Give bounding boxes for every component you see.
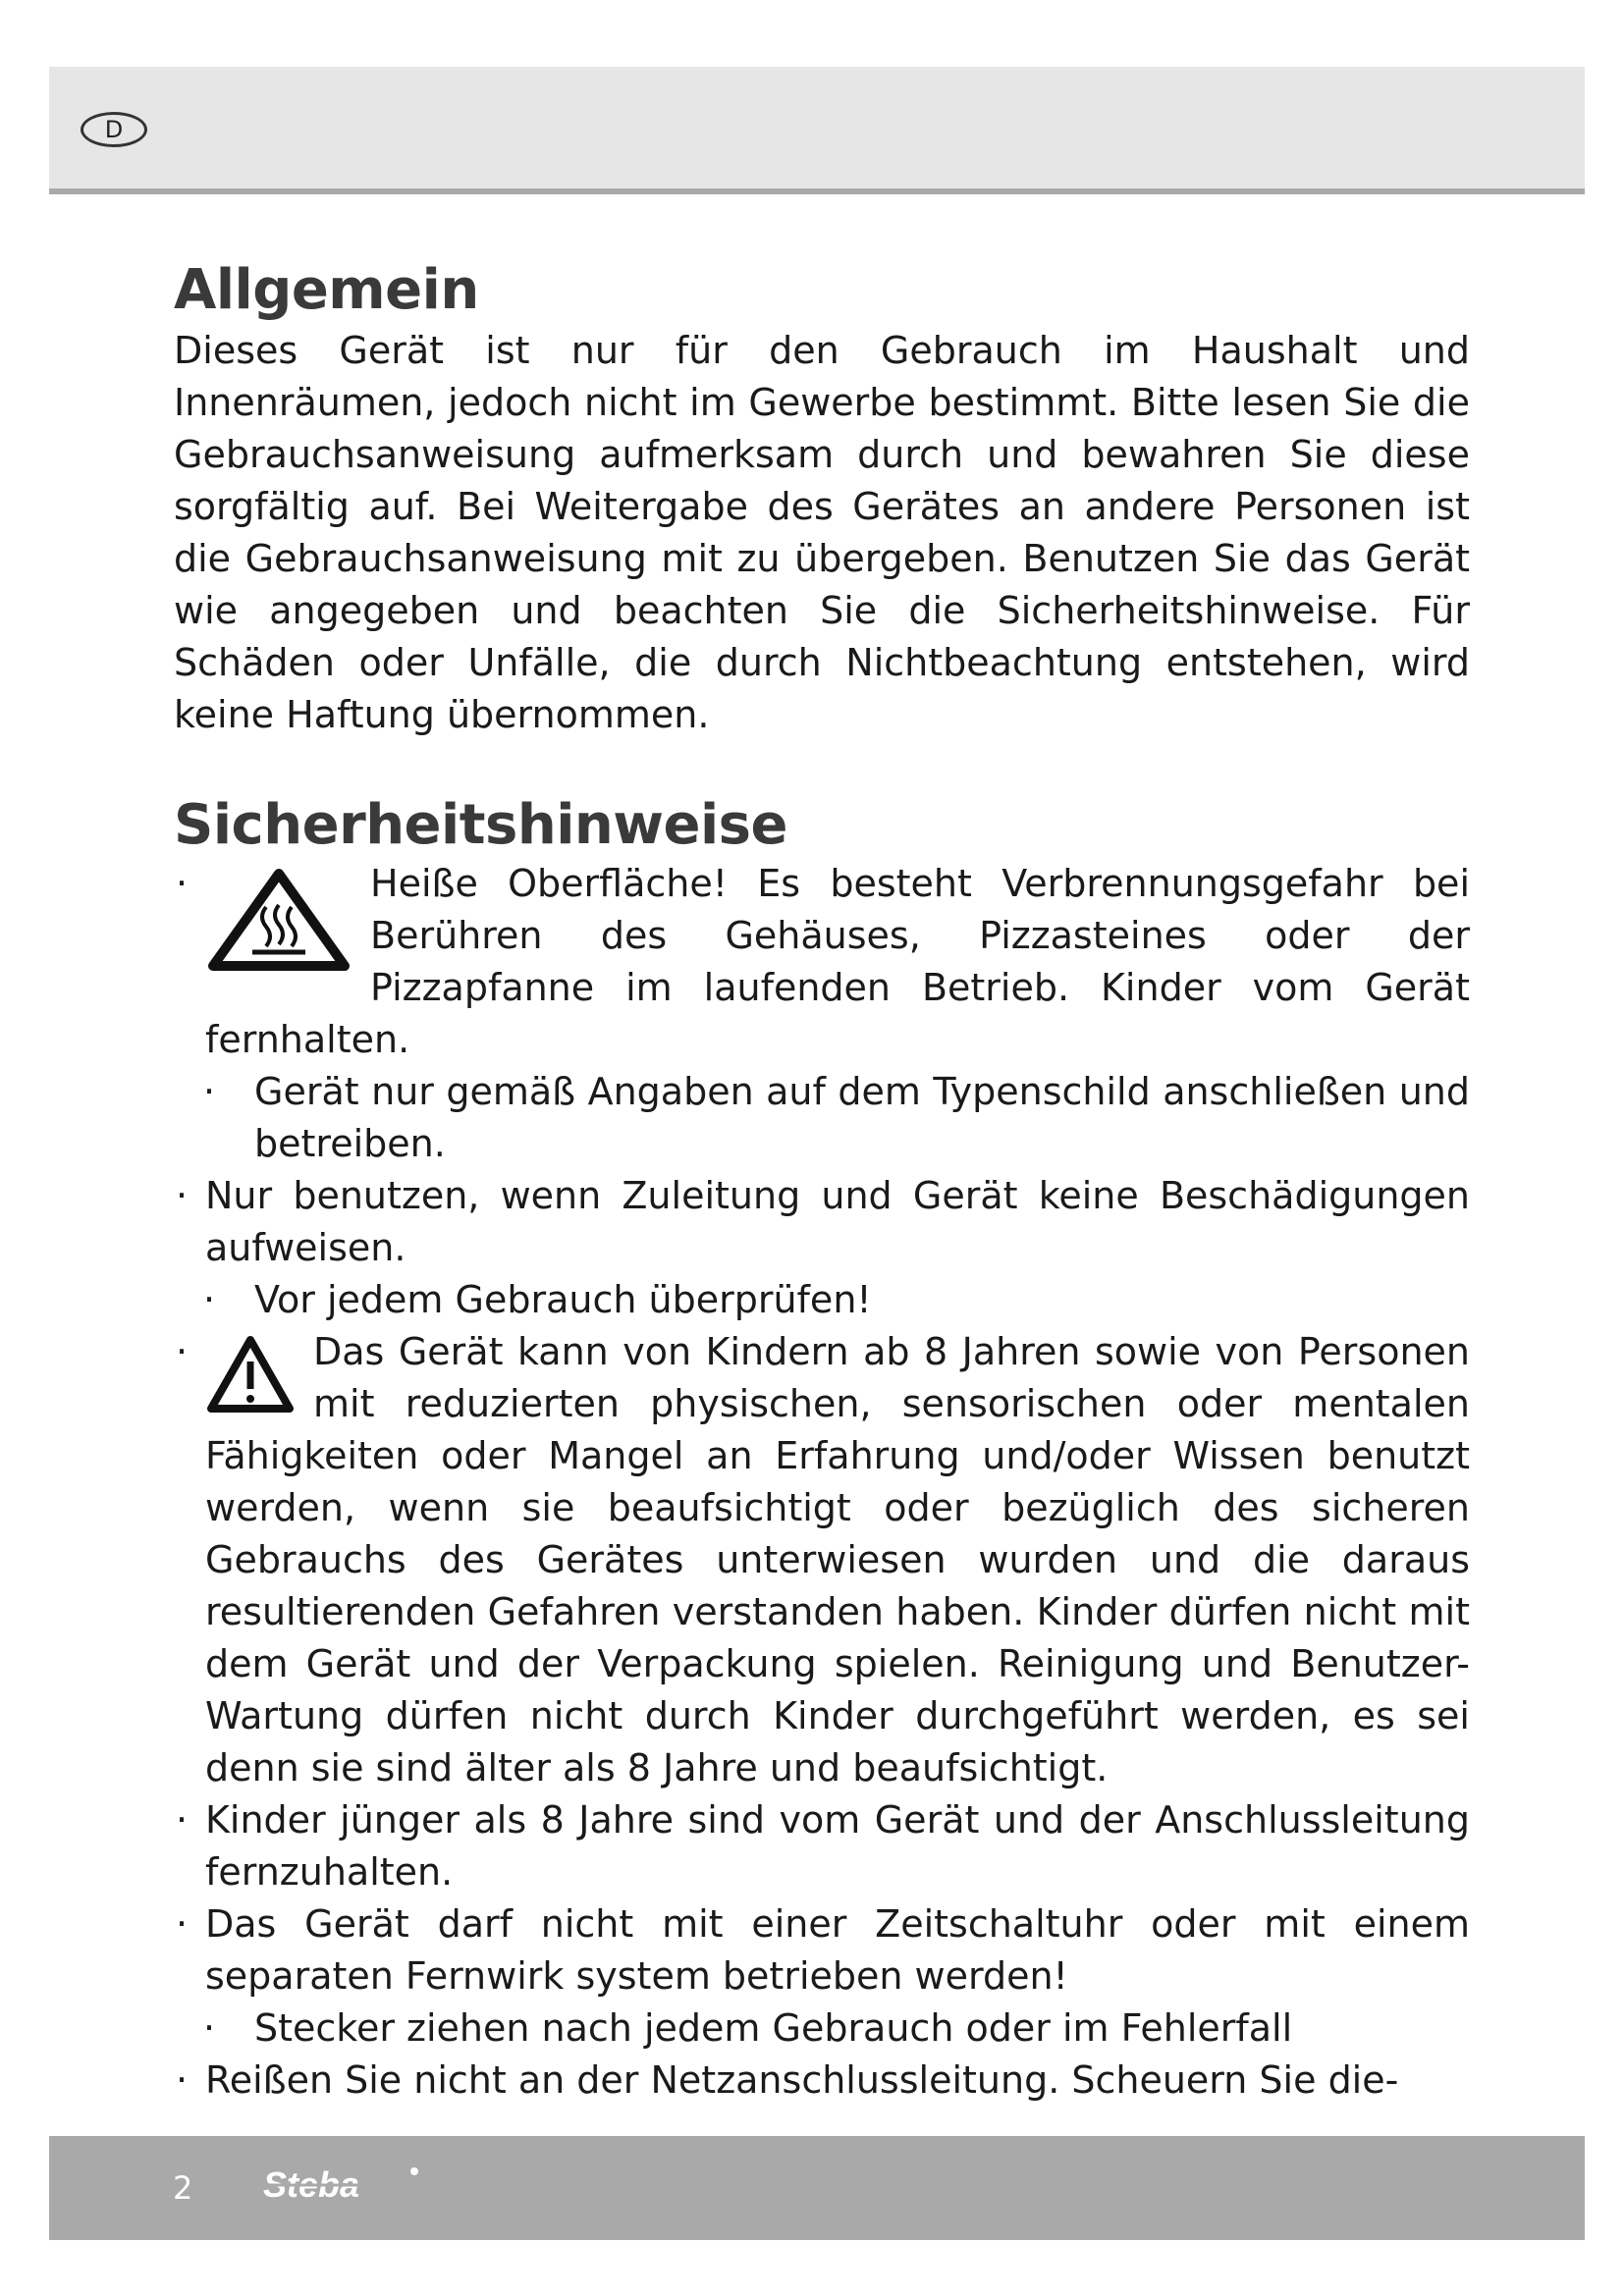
safety-item-text: Heiße Oberfläche! Es besteht Verbrennungsgefahr bei Berühren des Gehäuses, Pizzasteines oder der Pizzapfanne im laufenden Betrieb. Kinder vom Gerät fernhalten. (205, 862, 1470, 1062)
safety-item-no-damage (174, 1170, 1470, 1274)
hot-surface-warning-icon (205, 866, 352, 974)
safety-item-children-under-8 (174, 1794, 1470, 1898)
safety-item-no-timer (174, 1898, 1470, 2002)
bullet: · (176, 1902, 189, 1947)
general-paragraph: Dieses Gerät ist nur für den Gebrauch im Haushalt und Innenräumen, jedoch nicht im Gewerbe bestimmt. Bitte lesen Sie die Gebrauchsanweisung aufmerksam durch und bewahren Sie diese sorgfältig auf. Bei Weitergabe des Gerätes an andere Personen ist die Gebrauchsanweisung mit zu übergeben. Benutzen Sie das Gerät wie angegeben und beachten Sie die Sicherheitshinweise. Für Schäden oder Unfälle, die durch Nichtbeachtung entstehen, wird keine Haftung übernommen. (174, 329, 1470, 737)
safety-item-hot-surface (174, 858, 1470, 1066)
safety-item-text: Das Gerät kann von Kindern ab 8 Jahren sowie von Personen mit reduzierten physischen, sensorischen oder mentalen Fähigkeiten oder Mangel an Erfahrung und/oder Wissen benutzt werden, wenn sie beaufsichtigt oder bezüglich des sicheren Gebrauchs des Gerätes unterwiesen wurden und die daraus resultierenden Gefahren verstanden haben. Kinder dürfen nicht mit dem Gerät und der Verpackung spielen. Reinigung und Benutzer-Wartung dürfen nicht durch Kinder durchgeführt werden, es sei denn sie sind älter als 8 Jahre und beaufsichtigt. (205, 1330, 1470, 1790)
safety-item-unplug (174, 2002, 1470, 2055)
section-title-safety: Sicherheitshinweise (174, 793, 787, 858)
safety-item-text: Kinder jünger als 8 Jahre sind vom Gerät und der Anschlussleitung fernzuhalten. (205, 1798, 1470, 1895)
safety-item-text: Vor jedem Gebrauch überprüfen! (254, 1278, 872, 1322)
safety-item-text: Nur benutzen, wenn Zuleitung und Gerät keine Beschädigungen aufweisen. (205, 1174, 1470, 1270)
safety-item-power-cord (174, 2055, 1470, 2107)
bullet: · (203, 1278, 216, 1322)
safety-item-text: Reißen Sie nicht an der Netzanschlussleitung. Scheuern Sie die- (205, 2058, 1399, 2103)
safety-item-rating-plate (174, 1066, 1470, 1170)
safety-item-text: Gerät nur gemäß Angaben auf dem Typenschild anschließen und betreiben. (254, 1070, 1470, 1166)
bullet: · (176, 1798, 189, 1842)
safety-item-children (174, 1326, 1470, 1794)
section-title-general: Allgemein (174, 258, 479, 322)
page-footer (49, 2136, 1585, 2240)
bullet: · (203, 1070, 216, 1114)
brand-text: Steba (263, 2164, 360, 2205)
page-header (49, 67, 1585, 194)
safety-item-check-before-use (174, 1274, 1470, 1326)
safety-item-text: Das Gerät darf nicht mit einer Zeitschaltuhr oder mit einem separaten Fernwirk system betrieben werden! (205, 1902, 1470, 1999)
bullet: · (176, 1174, 189, 1218)
bullet: · (176, 862, 189, 906)
safety-item-text: Stecker ziehen nach jedem Gebrauch oder im Fehlerfall (254, 2006, 1293, 2051)
warning-icon (205, 1334, 296, 1415)
steba-logo (259, 2162, 426, 2215)
bullet: · (203, 2006, 216, 2051)
page-number: 2 (173, 2169, 193, 2207)
page-content (174, 257, 1470, 2107)
language-badge: D (81, 112, 147, 147)
bullet: · (176, 1330, 189, 1374)
bullet: · (176, 2058, 189, 2103)
